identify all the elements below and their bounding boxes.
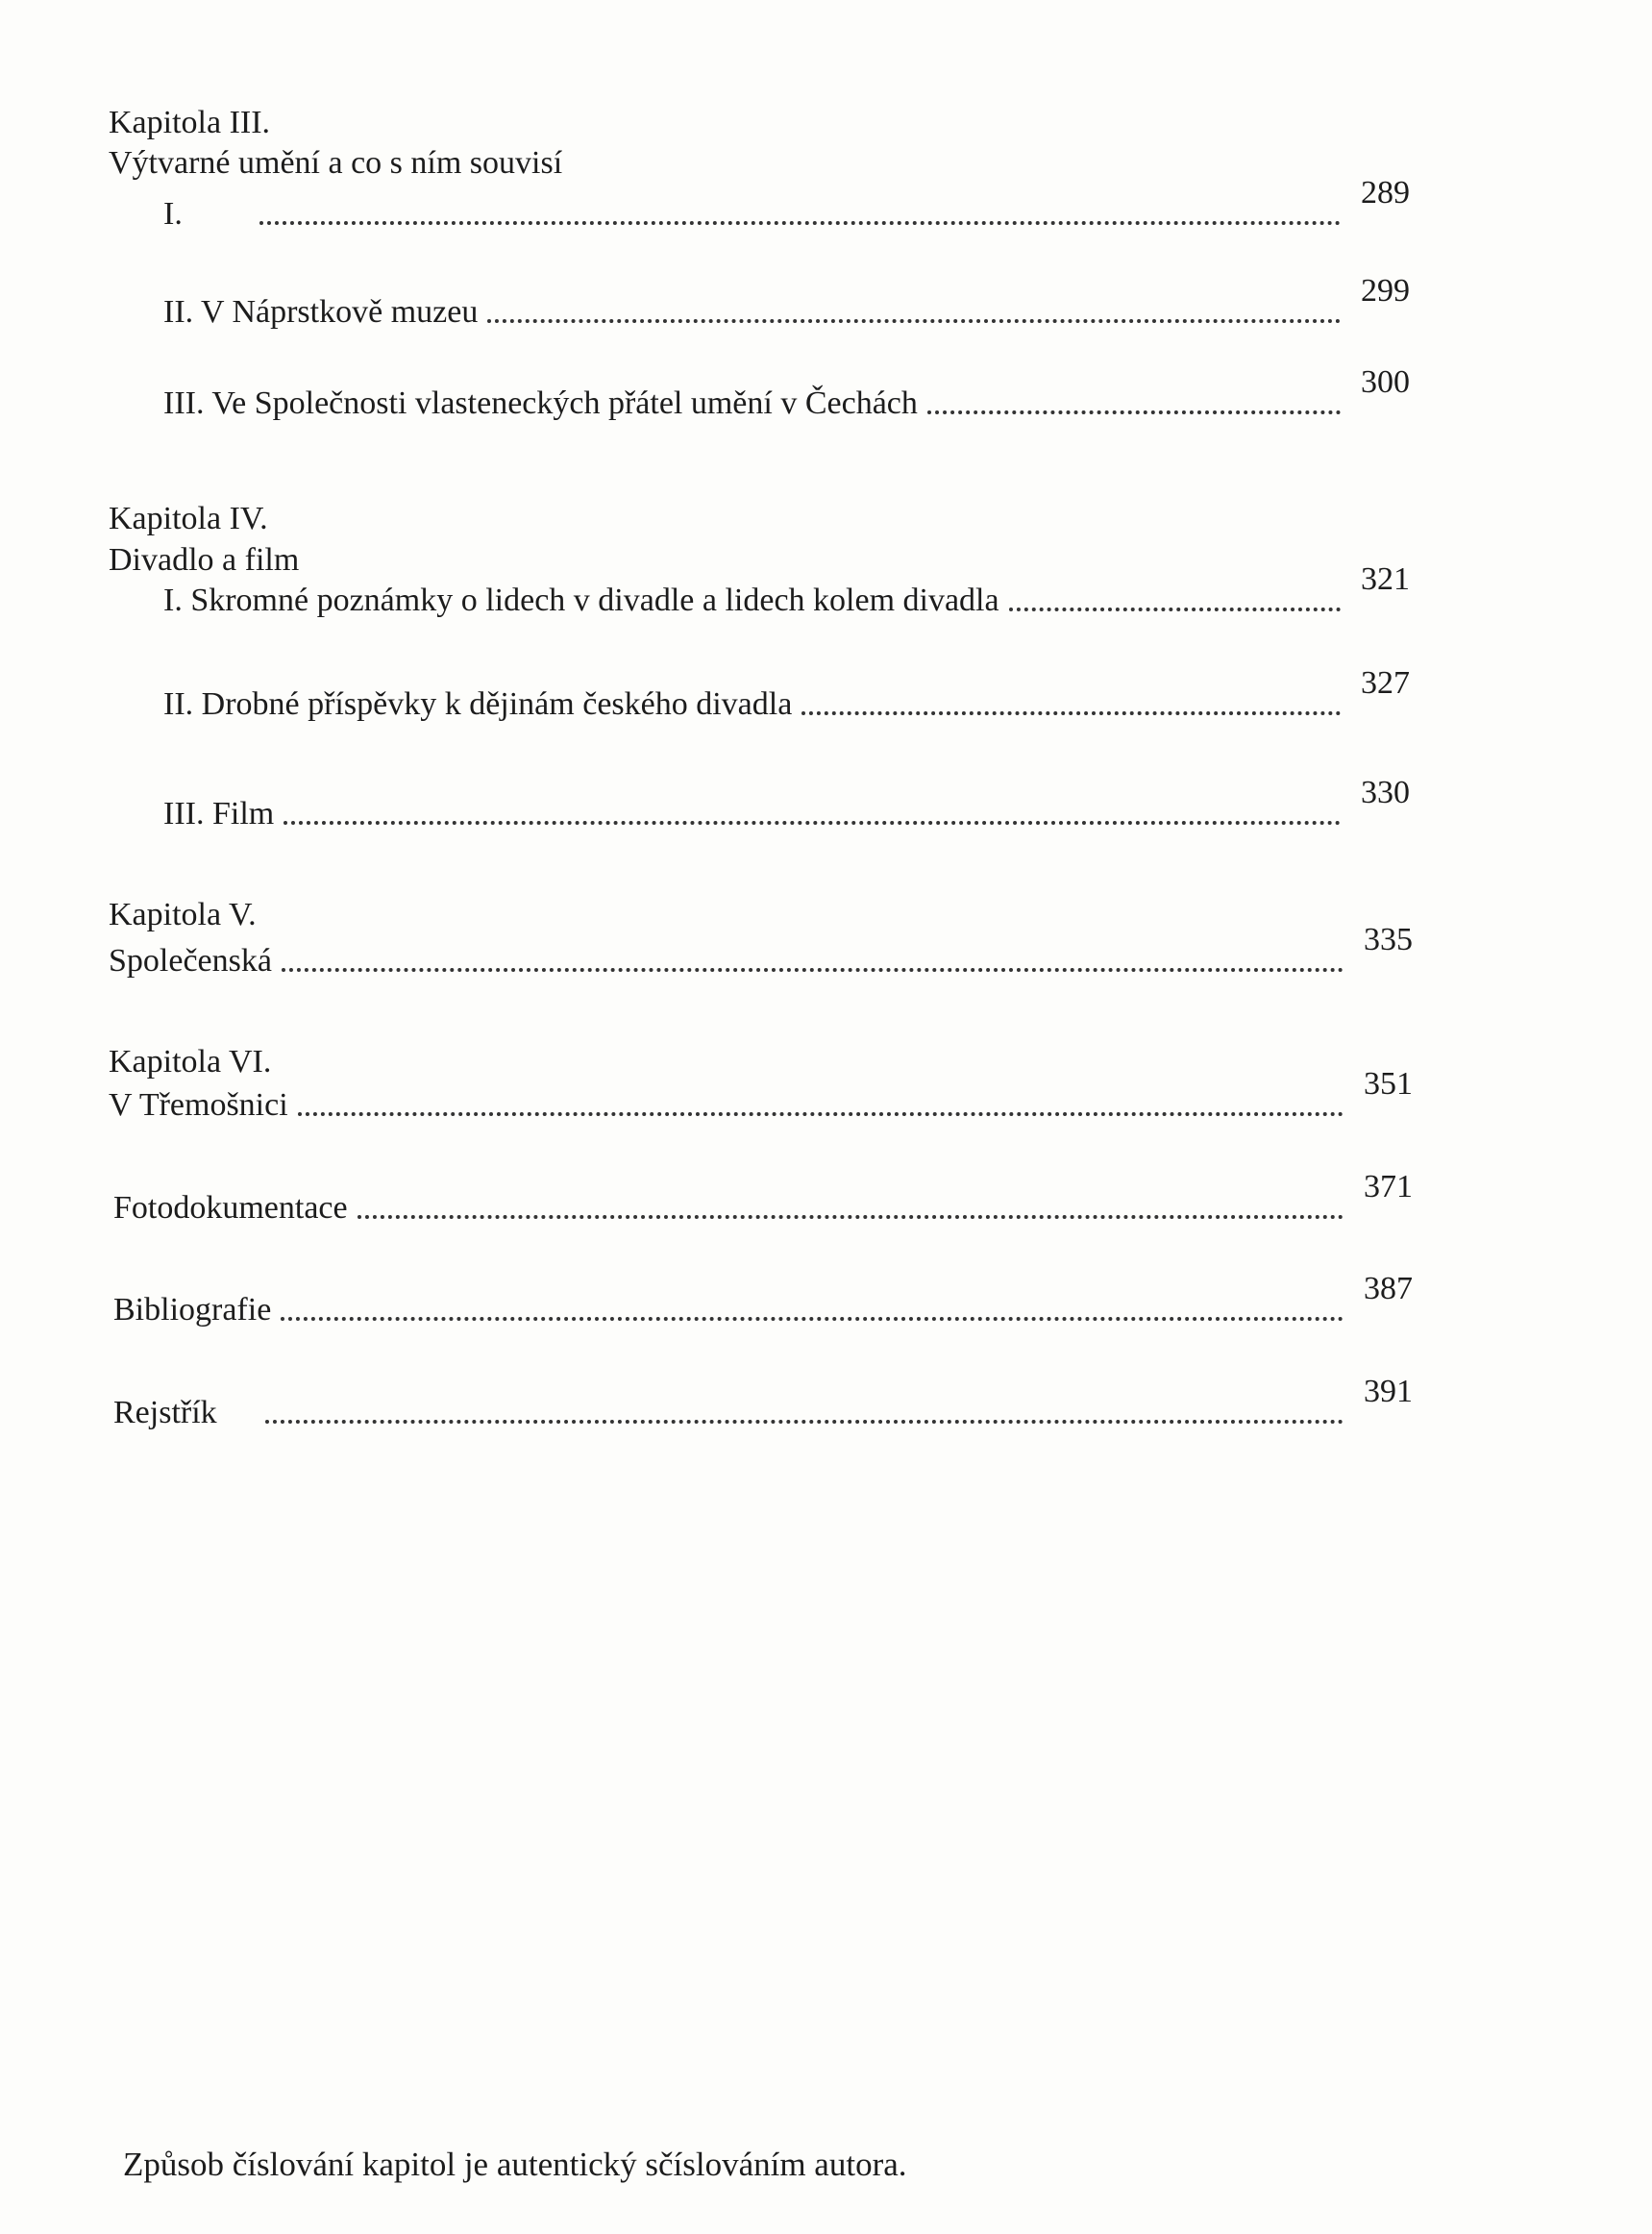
leader-dots bbox=[298, 1112, 1344, 1116]
toc-entry-page: 387 bbox=[1364, 1271, 1413, 1306]
chapter-vi-heading: Kapitola VI. bbox=[109, 1044, 272, 1080]
toc-entry bbox=[163, 561, 1410, 620]
toc-entry-label: Fotodokumentace bbox=[113, 1190, 348, 1226]
leader-dots bbox=[284, 821, 1341, 825]
toc-entry-page: 299 bbox=[1361, 273, 1410, 309]
toc-entry bbox=[163, 175, 1410, 234]
chapter-iii-heading: Kapitola III. bbox=[109, 105, 271, 140]
footnote: Způsob číslování kapitol je autentický sčíslováním autora. bbox=[123, 2146, 907, 2183]
toc-entry-page: 335 bbox=[1364, 922, 1413, 957]
toc-entry-label: I. bbox=[163, 196, 183, 232]
leader-dots bbox=[281, 1317, 1344, 1321]
toc-entry-label: II. Drobné příspěvky k dějinám českého divadla bbox=[163, 686, 793, 722]
toc-entry-page: 300 bbox=[1361, 364, 1410, 400]
toc-entry-page: 351 bbox=[1364, 1066, 1413, 1102]
leader-dots bbox=[259, 221, 1341, 225]
leader-dots bbox=[265, 1420, 1344, 1424]
toc-entry-page: 289 bbox=[1361, 175, 1410, 211]
toc-entry bbox=[163, 273, 1410, 332]
toc-entry bbox=[113, 1169, 1413, 1228]
toc-entry-page: 327 bbox=[1361, 665, 1410, 701]
leader-dots bbox=[927, 410, 1341, 414]
toc-entry-label: Rejstřík bbox=[113, 1395, 217, 1430]
toc-entry-label: III. Film bbox=[163, 796, 275, 832]
toc-entry bbox=[113, 1374, 1413, 1432]
toc-entry-label: III. Ve Společnosti vlasteneckých přátel umění v Čechách bbox=[163, 385, 918, 421]
toc-entry bbox=[163, 665, 1410, 724]
toc-entry bbox=[163, 775, 1410, 833]
chapter-iv-title: Divadlo a film bbox=[109, 542, 300, 578]
leader-dots bbox=[487, 319, 1341, 323]
toc-entry bbox=[163, 364, 1410, 423]
toc-entry-label: I. Skromné poznámky o lidech v divadle a lidech kolem divadla bbox=[163, 583, 999, 618]
toc-entry bbox=[109, 1066, 1413, 1125]
toc-entry-page: 391 bbox=[1364, 1374, 1413, 1409]
leader-dots bbox=[282, 968, 1344, 972]
toc-entry-label: Bibliografie bbox=[113, 1292, 272, 1328]
chapter-v-title: Společenská bbox=[109, 943, 272, 979]
leader-dots bbox=[1009, 608, 1341, 611]
leader-dots bbox=[358, 1215, 1344, 1219]
leader-dots bbox=[801, 711, 1341, 715]
toc-entry-page: 330 bbox=[1361, 775, 1410, 810]
toc-entry bbox=[109, 922, 1413, 980]
chapter-iv-heading: Kapitola IV. bbox=[109, 501, 268, 536]
chapter-v-heading: Kapitola V. bbox=[109, 897, 257, 932]
toc-entry bbox=[113, 1271, 1413, 1329]
toc-entry-label: II. V Náprstkově muzeu bbox=[163, 294, 479, 330]
toc-entry-page: 371 bbox=[1364, 1169, 1413, 1204]
chapter-iii-title: Výtvarné umění a co s ním souvisí bbox=[109, 145, 563, 181]
chapter-vi-title: V Třemošnici bbox=[109, 1087, 288, 1123]
toc-entry-page: 321 bbox=[1361, 561, 1410, 597]
